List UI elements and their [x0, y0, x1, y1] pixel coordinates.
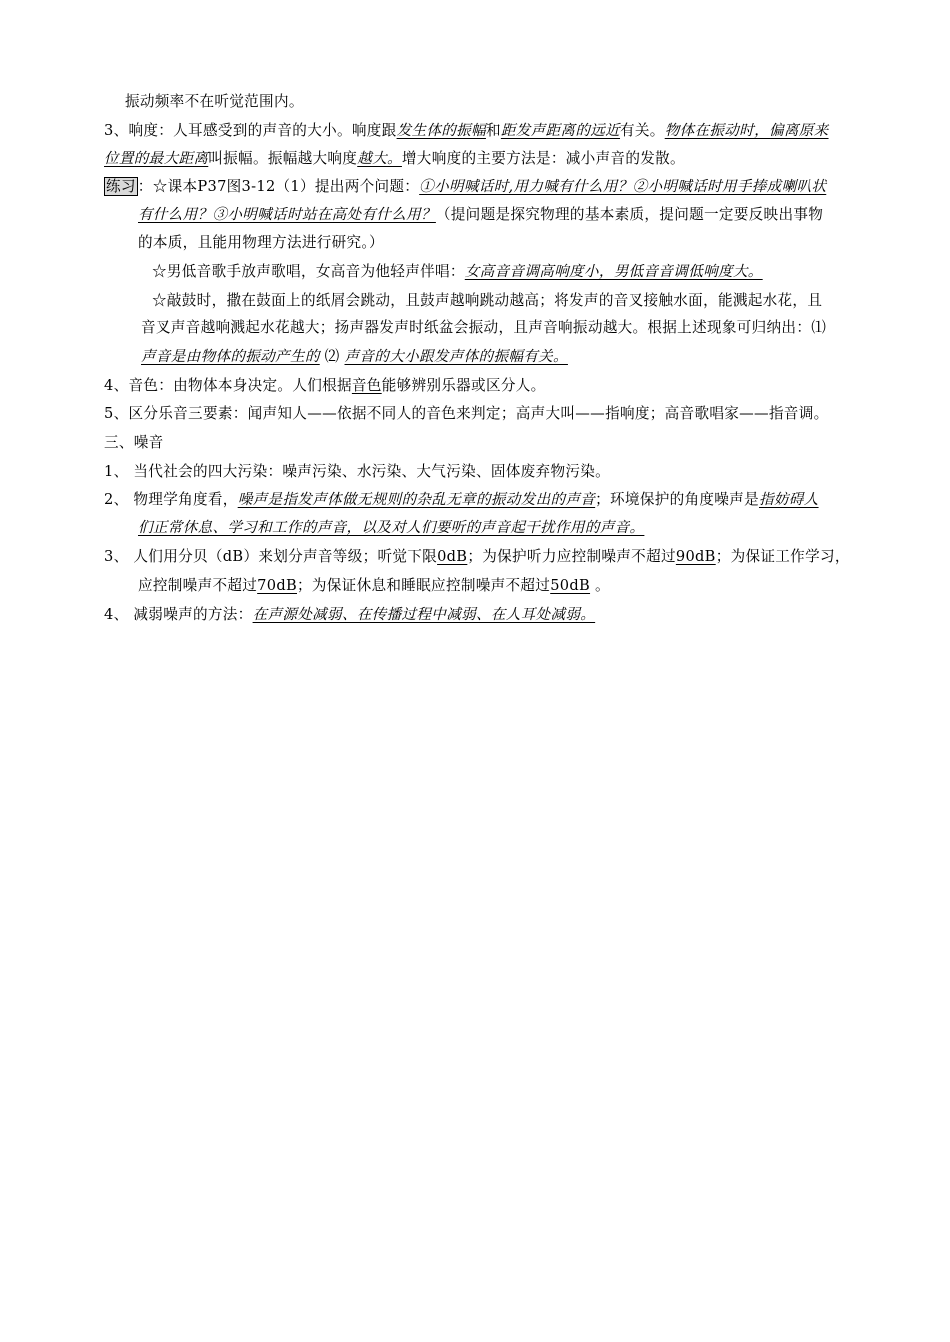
- line-text: 振动频率不在听觉范围内。: [125, 93, 304, 110]
- line-text: 2、 物理学角度看，: [104, 491, 238, 508]
- text-line: [152, 291, 822, 311]
- line-text: 有关。: [620, 122, 665, 139]
- line-text: 增大响度的主要方法是：减小声音的发散。: [401, 150, 685, 167]
- underlined-answer: ①小明喊话时,用力喊有什么用？②小明喊话时用手捧成喇叭状: [419, 178, 827, 195]
- line-text: ；环境保护的角度噪声是: [595, 491, 759, 508]
- line-text: 和: [485, 122, 501, 139]
- line-text: ；为保证工作学习，: [715, 548, 850, 565]
- line-text: 4、 减弱噪声的方法：: [104, 606, 253, 623]
- text-line: [138, 233, 384, 253]
- text-line-timbre: [104, 376, 546, 396]
- underlined-answer: 有什么用？③小明喊话时站在高处有什么用？: [138, 206, 436, 223]
- underlined-answer: 女高音音调高响度小，男低音音调低响度大。: [464, 263, 763, 280]
- underlined-answer: 发生体的振幅: [396, 122, 486, 139]
- underlined-answer: 们正常休息、学习和工作的声音，以及对人们要听的声音起干扰作用的声音。: [138, 519, 645, 536]
- underlined-answer: 0dB: [437, 548, 468, 565]
- underlined-answer: 距发声距离的远近: [500, 122, 621, 139]
- line-text: 5、区分乐音三要素：闻声知人——依据不同人的音色来判定；高声大叫——指响度；高音歌唱家——指音调。: [104, 405, 829, 422]
- text-line: [104, 490, 819, 510]
- line-text: ☆敲鼓时，撒在鼓面上的纸屑会跳动，且鼓声越响跳动越高；将发声的音叉接触水面，能溅起水花，且: [152, 292, 823, 309]
- line-text: 3、 人们用分贝（dB）来划分声音等级；听觉下限: [104, 548, 438, 565]
- text-line: [138, 518, 644, 538]
- text-line: [104, 462, 610, 482]
- line-text: ：☆课本P37图3-12（1）提出两个问题：: [137, 178, 420, 195]
- underlined-answer: 越大。: [357, 150, 402, 167]
- exercise-line: [104, 177, 826, 197]
- underlined-answer: 在声源处减弱、在传播过程中减弱、在人耳处减弱。: [252, 606, 596, 623]
- line-text: ；为保护听力应控制噪声不超过: [467, 548, 676, 565]
- text-line: [104, 547, 850, 567]
- line-text: 应控制噪声不超过: [138, 577, 258, 594]
- line-text: 三、噪音: [104, 434, 164, 451]
- line-text: 音叉声音越响溅起水花越大；扬声器发声时纸盆会振动，且声音响振动越大。根据上述现象可归纳出：⑴: [141, 319, 827, 336]
- line-text: ☆男低音歌手放声歌唱，女高音为他轻声伴唱：: [152, 263, 465, 280]
- line-text: ；为保证休息和睡眠应控制噪声不超过: [297, 577, 551, 594]
- line-text: 叫振幅。振幅越大响度: [208, 150, 358, 167]
- underlined-answer: 物体在振动时，偏离原来: [664, 122, 829, 139]
- text-line: [138, 205, 823, 225]
- underlined-answer: 声音是由物体的振动产生的: [141, 348, 320, 365]
- text-line: [141, 318, 826, 338]
- underlined-answer: 噪声是指发声体做无规则的杂乱无章的振动发出的声音: [237, 491, 596, 508]
- text-line: [138, 576, 610, 596]
- exercise-label-box: 练习: [106, 178, 136, 195]
- section-heading-noise: [104, 433, 164, 453]
- underlined-answer: 音色: [351, 377, 382, 394]
- line-text: 1、 当代社会的四大污染：噪声污染、水污染、大气污染、固体废弃物污染。: [104, 463, 611, 480]
- text-line: [104, 404, 829, 424]
- text-line: [141, 347, 568, 367]
- text-line: [104, 149, 685, 169]
- line-text: 3、响度：人耳感受到的声音的大小。响度跟: [104, 122, 397, 139]
- line-text: 。: [590, 577, 610, 594]
- underlined-answer: 70dB: [257, 577, 297, 594]
- underlined-answer: 位置的最大距离: [104, 150, 209, 167]
- underlined-answer: 指妨碍人: [758, 491, 819, 508]
- text-line: [125, 92, 304, 112]
- underlined-answer: 90dB: [675, 548, 716, 565]
- line-text: 能够辨别乐器或区分人。: [381, 377, 546, 394]
- text-line: [152, 262, 763, 282]
- line-text: （提问题是探究物理的基本素质，提问题一定要反映出事物: [435, 206, 824, 223]
- text-line-loudness: [104, 121, 829, 141]
- underlined-answer: 声音的大小跟发声体的振幅有关。: [344, 348, 568, 365]
- line-text: 4、音色：由物体本身决定。人们根据: [104, 377, 352, 394]
- line-text: 的本质，且能用物理方法进行研究。）: [138, 234, 384, 251]
- line-text: ⑵: [319, 348, 345, 365]
- underlined-answer: 50dB: [550, 577, 591, 594]
- text-line: [104, 605, 595, 625]
